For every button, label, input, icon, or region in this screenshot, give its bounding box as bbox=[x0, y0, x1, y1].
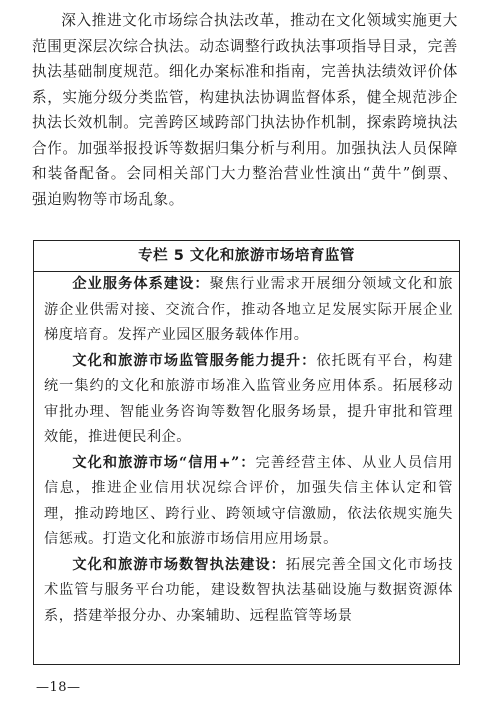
box-item-lead: 文化和旅游市场数智执法建设： bbox=[72, 556, 286, 573]
box-item-regulatory-capacity bbox=[44, 349, 453, 451]
column-box bbox=[33, 240, 460, 665]
box-item-text: 聚焦行业需求开展细分领域文化和旅游企业供需对接、交流合作，推动各地立足发展实际开展企业梯度培育。发挥产业园区服务载体作用。 bbox=[44, 276, 453, 343]
column-box-title: 专栏 5 文化和旅游市场培育监管 bbox=[34, 241, 459, 272]
box-item-text: 完善经营主体、从业人员信用信息，推进企业信用状况综合评价，加强失信主体认定和管理，推动跨地区、跨行业、跨领域守信激励，依法依规实施失信惩戒。打造文化和旅游市场信用应用场景。 bbox=[44, 454, 453, 547]
box-item-lead: 文化和旅游市场“信用+”： bbox=[72, 454, 256, 471]
box-item-text: 拓展完善全国文化市场技术监管与服务平台功能，建设数智执法基础设施与数据资源体系，搭建举报分办、办案辅助、远程监管等场景 bbox=[44, 556, 453, 624]
box-item-enterprise-service bbox=[44, 272, 453, 349]
box-item-text: 依托既有平台，构建统一集约的文化和旅游市场准入监管业务应用体系。拓展移动审批办理、智能业务咨询等数智化服务场景，提升审批和管理效能，推进便民利企。 bbox=[44, 352, 453, 445]
page-number: —18— bbox=[36, 680, 81, 695]
column-box-body bbox=[34, 272, 459, 629]
box-item-credit-plus bbox=[44, 451, 453, 553]
intro-paragraph: 深入推进文化市场综合执法改革，推动在文化领域实施更大范围更深层次综合执法。动态调整行政执法事项指导目录，完善执法基础制度规范。细化办案标准和指南，完善执法绩效评价体系，实施分级分类监管，构建执法协调监督体系，健全规范涉企执法长效机制。完善跨区域跨部门执法协作机制，探索跨境执法合作。加强举报投诉等数据归集分析与利用。加强执法人员保障和装备配备。会同相关部门大力整治营业性演出“黄牛”倒票、强迫购物等市场乱象。 bbox=[32, 12, 458, 208]
box-item-lead: 企业服务体系建设： bbox=[72, 276, 210, 292]
box-item-digital-enforcement bbox=[44, 553, 453, 630]
box-item-lead: 文化和旅游市场监管服务能力提升： bbox=[72, 352, 317, 369]
